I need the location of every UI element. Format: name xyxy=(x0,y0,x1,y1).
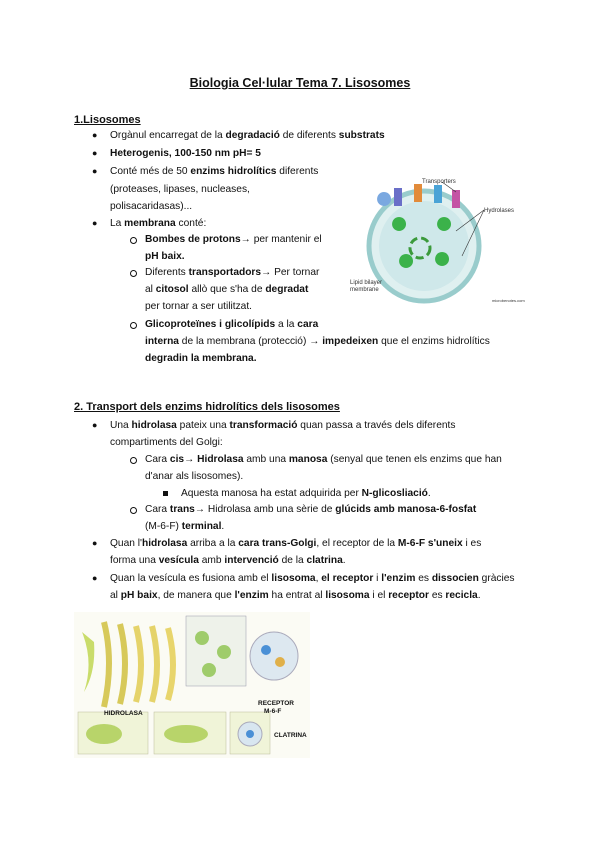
transporter-4 xyxy=(452,190,460,208)
s2-cis: Cara cis→ Hidrolasa amb una manosa (senyal que tenen els enzims que han xyxy=(145,454,502,465)
bullet: ● xyxy=(92,166,98,176)
s2-cis-b: d'anar als lisosomes). xyxy=(145,471,244,482)
section-2-heading: 2. Transport dels enzims hidrolítics dels lisosomes xyxy=(74,401,340,413)
square-bullet xyxy=(163,491,168,496)
s1-sub-a2: pH baix. xyxy=(145,251,185,262)
lysosome-diagram xyxy=(344,176,525,306)
transporters-label: Transporters xyxy=(422,179,456,185)
s1-sub-a: Bombes de protons→ per mantenir el xyxy=(145,234,322,245)
hidrolasa-label: HIDROLASA xyxy=(104,710,143,717)
s2-trans-b: (M-6-F) terminal. xyxy=(145,521,225,532)
bullet: ● xyxy=(92,538,98,548)
receptor-label: RECEPTOR xyxy=(258,700,294,707)
bullet: ● xyxy=(92,130,98,140)
s1-sub-c3: degradin la membrana. xyxy=(145,353,257,364)
s1-line-3c: polisacaridasas)... xyxy=(110,201,193,212)
bullet: ● xyxy=(92,420,98,430)
s2-line-3b: al pH baix, de manera que l'enzim ha entrat al lisosoma i el receptor es recicla. xyxy=(110,590,481,601)
lipid-label: Lipid bilayer xyxy=(350,280,383,286)
hydrolase-icon xyxy=(437,217,451,231)
hydrolase-icon xyxy=(392,217,406,231)
transporter-3 xyxy=(434,185,442,203)
golgi-transport-diagram xyxy=(74,612,310,758)
s1-line-2: Heterogenis, 100-150 nm pH= 5 xyxy=(110,148,261,159)
sub-bullet xyxy=(130,322,137,329)
sub-bullet xyxy=(130,237,137,244)
hydrolases-label: Hydrolases xyxy=(484,208,515,214)
hydrolase-icon xyxy=(435,252,449,266)
sub-bullet xyxy=(130,457,137,464)
bullet: ● xyxy=(92,573,98,583)
s1-line-1: Orgànul encarregat de la degradació de diferents substrats xyxy=(110,130,385,141)
transporter-1 xyxy=(394,188,402,206)
transporter-2 xyxy=(414,184,422,202)
s1-sub-c2: interna de la membrana (protecció) → impedeixen que el enzims hidrolítics xyxy=(145,336,490,347)
s2-line-2b: forma una vesícula amb intervenció de la clatrina. xyxy=(110,555,346,566)
s1-sub-c: Glicoproteïnes i glicolípids a la cara xyxy=(145,319,319,330)
s1-sub-b: Diferents transportadors→ Per tornar xyxy=(145,267,320,278)
membrane-label: membrane xyxy=(350,287,379,293)
bullet: ● xyxy=(92,148,98,158)
bullet: ● xyxy=(92,218,98,228)
sub-bullet xyxy=(130,507,137,514)
section-1-heading: 1.Lisosomes xyxy=(74,114,141,126)
sub-bullet xyxy=(130,270,137,277)
s2-sq: Aquesta manosa ha estat adquirida per N-glicosliació. xyxy=(181,488,431,499)
s2-line-2: Quan l'hidrolasa arriba a la cara trans-Golgi, el receptor de la M-6-F s'uneix i es xyxy=(110,538,482,549)
page-title: Biologia Cel·lular Tema 7. Lisosomes xyxy=(189,76,411,90)
pump-icon xyxy=(377,192,391,206)
s1-line-3b: (proteases, lipases, nucleases, xyxy=(110,184,250,195)
s2-line-1b: compartiments del Golgi: xyxy=(110,437,223,448)
m6f-label: M-6-F xyxy=(264,708,282,715)
s2-line-1: Una hidrolasa pateix una transformació quan passa a través dels diferents xyxy=(110,420,456,431)
s1-line-4: La membrana conté: xyxy=(110,218,207,229)
hydrolase-icon xyxy=(399,254,413,268)
lysosome-lumen xyxy=(379,201,469,291)
credit-label: microbenotes.com xyxy=(492,298,525,303)
s1-sub-b2: al citosol allò que s'ha de degradat xyxy=(145,284,309,295)
s2-trans: Cara trans→ Hidrolasa amb una sèrie de glúcids amb manosa-6-fosfat xyxy=(145,504,477,515)
s2-line-3: Quan la vesícula es fusiona amb el lisosoma, el receptor i l'enzim es dissocien gràcies xyxy=(110,573,515,584)
lysosome-shape xyxy=(250,632,298,680)
s1-line-3: Conté més de 50 enzims hidrolítics diferents xyxy=(110,166,319,177)
clatrina-label: CLATRINA xyxy=(274,732,307,739)
s1-sub-b3: per tornar a ser utilitzat. xyxy=(145,301,253,312)
